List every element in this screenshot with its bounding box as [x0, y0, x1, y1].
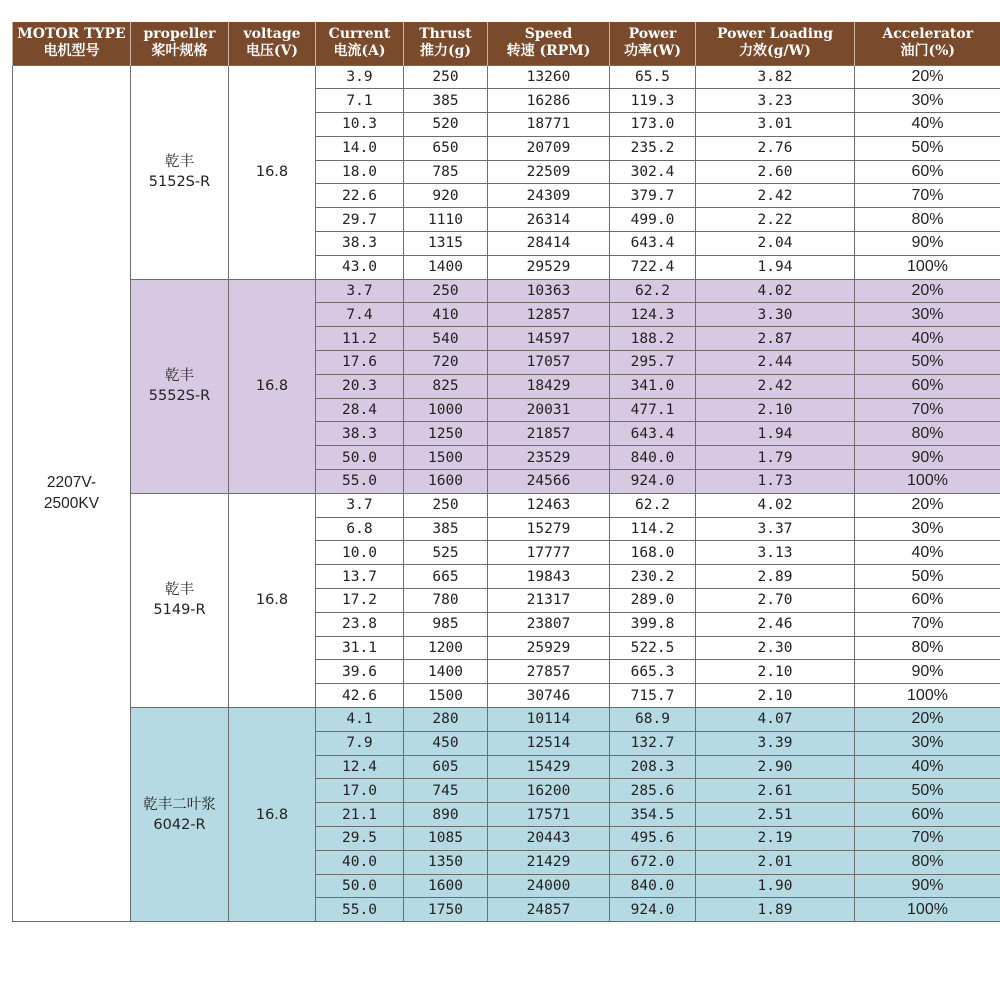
speed-cell: 19843 — [488, 565, 610, 589]
power-cell: 114.2 — [610, 517, 696, 541]
power-cell: 285.6 — [610, 779, 696, 803]
power-cell: 295.7 — [610, 351, 696, 375]
speed-cell: 16200 — [488, 779, 610, 803]
accelerator-cell: 40% — [855, 113, 1000, 137]
power-cell: 188.2 — [610, 327, 696, 351]
thrust-cell: 1200 — [404, 636, 488, 660]
propeller-brand: 乾丰 — [165, 154, 194, 171]
accelerator-cell: 80% — [855, 422, 1000, 446]
power-loading-cell: 2.60 — [696, 160, 855, 184]
power-loading-cell: 2.19 — [696, 827, 855, 851]
power-loading-cell: 1.73 — [696, 470, 855, 494]
power-loading-cell: 1.94 — [696, 422, 855, 446]
propeller-brand: 乾丰二叶浆 — [143, 796, 216, 813]
power-loading-cell: 2.30 — [696, 636, 855, 660]
accelerator-cell: 100% — [855, 684, 1000, 708]
current-cell: 14.0 — [316, 136, 404, 160]
accelerator-cell: 60% — [855, 589, 1000, 613]
power-loading-cell: 1.79 — [696, 446, 855, 470]
thrust-cell: 720 — [404, 351, 488, 375]
accelerator-cell: 20% — [855, 708, 1000, 732]
power-cell: 132.7 — [610, 731, 696, 755]
current-cell: 29.5 — [316, 827, 404, 851]
accelerator-cell: 100% — [855, 898, 1000, 922]
accelerator-cell: 100% — [855, 470, 1000, 494]
thrust-cell: 780 — [404, 589, 488, 613]
thrust-cell: 665 — [404, 565, 488, 589]
current-cell: 6.8 — [316, 517, 404, 541]
power-cell: 235.2 — [610, 136, 696, 160]
current-cell: 43.0 — [316, 255, 404, 279]
power-loading-cell: 2.10 — [696, 398, 855, 422]
thrust-cell: 1600 — [404, 874, 488, 898]
thrust-cell: 1350 — [404, 850, 488, 874]
thrust-cell: 385 — [404, 89, 488, 113]
power-cell: 665.3 — [610, 660, 696, 684]
speed-cell: 27857 — [488, 660, 610, 684]
speed-cell: 29529 — [488, 255, 610, 279]
current-cell: 10.0 — [316, 541, 404, 565]
propeller-brand: 乾丰 — [165, 368, 194, 385]
accelerator-cell: 80% — [855, 636, 1000, 660]
propeller-model: 6042-R — [153, 816, 206, 833]
thrust-cell: 1110 — [404, 208, 488, 232]
header-motor-type: MOTOR TYPE 电机型号 — [13, 22, 131, 65]
current-cell: 18.0 — [316, 160, 404, 184]
power-loading-cell: 2.44 — [696, 351, 855, 375]
power-cell: 168.0 — [610, 541, 696, 565]
power-cell: 230.2 — [610, 565, 696, 589]
thrust-cell: 1500 — [404, 446, 488, 470]
accelerator-cell: 50% — [855, 565, 1000, 589]
table-body — [13, 65, 1000, 922]
header-accelerator: Accelerator 油门(%) — [855, 22, 1000, 65]
thrust-cell: 890 — [404, 803, 488, 827]
table-row — [13, 708, 1000, 732]
propeller-cell — [131, 493, 229, 707]
power-loading-cell: 2.51 — [696, 803, 855, 827]
power-loading-cell: 2.10 — [696, 660, 855, 684]
table-header-row — [13, 22, 1000, 65]
power-loading-cell: 3.23 — [696, 89, 855, 113]
propeller-brand: 乾丰 — [165, 582, 194, 599]
speed-cell: 23529 — [488, 446, 610, 470]
motor-type-line: 2207V- — [46, 474, 97, 492]
current-cell: 38.3 — [316, 232, 404, 256]
power-loading-cell: 2.90 — [696, 755, 855, 779]
thrust-cell: 520 — [404, 113, 488, 137]
accelerator-cell: 30% — [855, 303, 1000, 327]
current-cell: 3.9 — [316, 65, 404, 89]
thrust-cell: 605 — [404, 755, 488, 779]
thrust-cell: 1250 — [404, 422, 488, 446]
power-loading-cell: 3.13 — [696, 541, 855, 565]
accelerator-cell: 90% — [855, 874, 1000, 898]
accelerator-cell: 50% — [855, 779, 1000, 803]
thrust-cell: 1085 — [404, 827, 488, 851]
power-loading-cell: 2.76 — [696, 136, 855, 160]
speed-cell: 12463 — [488, 493, 610, 517]
power-cell: 840.0 — [610, 874, 696, 898]
current-cell: 40.0 — [316, 850, 404, 874]
propeller-model: 5152S-R — [148, 174, 211, 191]
current-cell: 31.1 — [316, 636, 404, 660]
power-loading-cell: 2.42 — [696, 374, 855, 398]
accelerator-cell: 70% — [855, 184, 1000, 208]
power-cell: 289.0 — [610, 589, 696, 613]
accelerator-cell: 50% — [855, 351, 1000, 375]
current-cell: 21.1 — [316, 803, 404, 827]
voltage-cell: 16.8 — [229, 279, 316, 493]
power-cell: 62.2 — [610, 493, 696, 517]
speed-cell: 24566 — [488, 470, 610, 494]
accelerator-cell: 20% — [855, 65, 1000, 89]
thrust-cell: 785 — [404, 160, 488, 184]
accelerator-cell: 30% — [855, 89, 1000, 113]
power-cell: 840.0 — [610, 446, 696, 470]
current-cell: 23.8 — [316, 612, 404, 636]
motor-performance-table — [12, 22, 1000, 922]
current-cell: 38.3 — [316, 422, 404, 446]
accelerator-cell: 100% — [855, 255, 1000, 279]
accelerator-cell: 70% — [855, 398, 1000, 422]
power-loading-cell: 3.30 — [696, 303, 855, 327]
speed-cell: 17777 — [488, 541, 610, 565]
thrust-cell: 1750 — [404, 898, 488, 922]
thrust-cell: 250 — [404, 493, 488, 517]
thrust-cell: 650 — [404, 136, 488, 160]
speed-cell: 13260 — [488, 65, 610, 89]
speed-cell: 21857 — [488, 422, 610, 446]
thrust-cell: 525 — [404, 541, 488, 565]
accelerator-cell: 30% — [855, 517, 1000, 541]
power-loading-cell: 2.61 — [696, 779, 855, 803]
performance-table-wrapper — [12, 22, 1000, 922]
speed-cell: 30746 — [488, 684, 610, 708]
power-loading-cell: 1.89 — [696, 898, 855, 922]
accelerator-cell: 40% — [855, 541, 1000, 565]
thrust-cell: 985 — [404, 612, 488, 636]
power-cell: 124.3 — [610, 303, 696, 327]
current-cell: 22.6 — [316, 184, 404, 208]
power-loading-cell: 3.37 — [696, 517, 855, 541]
thrust-cell: 410 — [404, 303, 488, 327]
propeller-cell — [131, 279, 229, 493]
current-cell: 10.3 — [316, 113, 404, 137]
power-loading-cell: 1.90 — [696, 874, 855, 898]
thrust-cell: 385 — [404, 517, 488, 541]
power-loading-cell: 3.01 — [696, 113, 855, 137]
thrust-cell: 1500 — [404, 684, 488, 708]
speed-cell: 21317 — [488, 589, 610, 613]
current-cell: 17.2 — [316, 589, 404, 613]
current-cell: 7.1 — [316, 89, 404, 113]
power-cell: 495.6 — [610, 827, 696, 851]
power-cell: 477.1 — [610, 398, 696, 422]
speed-cell: 15429 — [488, 755, 610, 779]
motor-type-line: 2500KV — [43, 495, 100, 513]
propeller-cell — [131, 708, 229, 922]
power-cell: 499.0 — [610, 208, 696, 232]
speed-cell: 10114 — [488, 708, 610, 732]
propeller-model: 5552S-R — [148, 388, 211, 405]
current-cell: 17.0 — [316, 779, 404, 803]
thrust-cell: 280 — [404, 708, 488, 732]
power-cell: 672.0 — [610, 850, 696, 874]
thrust-cell: 1400 — [404, 660, 488, 684]
speed-cell: 12514 — [488, 731, 610, 755]
header-power-loading: Power Loading 力效(g/W) — [696, 22, 855, 65]
power-loading-cell: 4.07 — [696, 708, 855, 732]
power-cell: 65.5 — [610, 65, 696, 89]
power-loading-cell: 2.01 — [696, 850, 855, 874]
power-loading-cell: 2.10 — [696, 684, 855, 708]
thrust-cell: 540 — [404, 327, 488, 351]
speed-cell: 17571 — [488, 803, 610, 827]
propeller-model: 5149-R — [153, 602, 206, 619]
accelerator-cell: 70% — [855, 827, 1000, 851]
speed-cell: 15279 — [488, 517, 610, 541]
speed-cell: 18429 — [488, 374, 610, 398]
power-loading-cell: 2.04 — [696, 232, 855, 256]
header-propeller: propeller 桨叶规格 — [131, 22, 229, 65]
header-power: Power 功率(W) — [610, 22, 696, 65]
speed-cell: 20031 — [488, 398, 610, 422]
accelerator-cell: 20% — [855, 493, 1000, 517]
power-loading-cell: 2.22 — [696, 208, 855, 232]
header-current: Current 电流(A) — [316, 22, 404, 65]
accelerator-cell: 60% — [855, 374, 1000, 398]
accelerator-cell: 40% — [855, 327, 1000, 351]
power-cell: 119.3 — [610, 89, 696, 113]
propeller-cell — [131, 65, 229, 279]
accelerator-cell: 30% — [855, 731, 1000, 755]
thrust-cell: 250 — [404, 65, 488, 89]
current-cell: 55.0 — [316, 898, 404, 922]
speed-cell: 17057 — [488, 351, 610, 375]
speed-cell: 23807 — [488, 612, 610, 636]
accelerator-cell: 90% — [855, 446, 1000, 470]
header-voltage: voltage 电压(V) — [229, 22, 316, 65]
power-loading-cell: 2.89 — [696, 565, 855, 589]
power-cell: 924.0 — [610, 898, 696, 922]
power-cell: 715.7 — [610, 684, 696, 708]
power-loading-cell: 2.87 — [696, 327, 855, 351]
current-cell: 13.7 — [316, 565, 404, 589]
table-row — [13, 493, 1000, 517]
power-loading-cell: 2.42 — [696, 184, 855, 208]
speed-cell: 25929 — [488, 636, 610, 660]
thrust-cell: 1400 — [404, 255, 488, 279]
current-cell: 17.6 — [316, 351, 404, 375]
speed-cell: 18771 — [488, 113, 610, 137]
thrust-cell: 1000 — [404, 398, 488, 422]
speed-cell: 14597 — [488, 327, 610, 351]
speed-cell: 24309 — [488, 184, 610, 208]
power-cell: 722.4 — [610, 255, 696, 279]
power-loading-cell: 3.82 — [696, 65, 855, 89]
accelerator-cell: 20% — [855, 279, 1000, 303]
power-cell: 924.0 — [610, 470, 696, 494]
header-speed: Speed 转速 (RPM) — [488, 22, 610, 65]
speed-cell: 24000 — [488, 874, 610, 898]
power-cell: 173.0 — [610, 113, 696, 137]
accelerator-cell: 90% — [855, 232, 1000, 256]
power-cell: 302.4 — [610, 160, 696, 184]
speed-cell: 21429 — [488, 850, 610, 874]
current-cell: 7.9 — [316, 731, 404, 755]
thrust-cell: 825 — [404, 374, 488, 398]
thrust-cell: 745 — [404, 779, 488, 803]
speed-cell: 20709 — [488, 136, 610, 160]
thrust-cell: 1600 — [404, 470, 488, 494]
current-cell: 7.4 — [316, 303, 404, 327]
thrust-cell: 250 — [404, 279, 488, 303]
power-cell: 643.4 — [610, 232, 696, 256]
thrust-cell: 450 — [404, 731, 488, 755]
speed-cell: 26314 — [488, 208, 610, 232]
motor-type-cell — [13, 65, 131, 922]
power-loading-cell: 4.02 — [696, 493, 855, 517]
table-row — [13, 65, 1000, 89]
current-cell: 20.3 — [316, 374, 404, 398]
current-cell: 4.1 — [316, 708, 404, 732]
speed-cell: 20443 — [488, 827, 610, 851]
current-cell: 39.6 — [316, 660, 404, 684]
voltage-cell: 16.8 — [229, 493, 316, 707]
power-cell: 399.8 — [610, 612, 696, 636]
power-cell: 62.2 — [610, 279, 696, 303]
thrust-cell: 1315 — [404, 232, 488, 256]
current-cell: 50.0 — [316, 446, 404, 470]
current-cell: 12.4 — [316, 755, 404, 779]
power-cell: 208.3 — [610, 755, 696, 779]
current-cell: 55.0 — [316, 470, 404, 494]
power-loading-cell: 2.70 — [696, 589, 855, 613]
header-thrust: Thrust 推力(g) — [404, 22, 488, 65]
accelerator-cell: 80% — [855, 208, 1000, 232]
speed-cell: 24857 — [488, 898, 610, 922]
accelerator-cell: 50% — [855, 136, 1000, 160]
power-loading-cell: 1.94 — [696, 255, 855, 279]
power-loading-cell: 2.46 — [696, 612, 855, 636]
current-cell: 11.2 — [316, 327, 404, 351]
table-row — [13, 279, 1000, 303]
current-cell: 3.7 — [316, 493, 404, 517]
accelerator-cell: 80% — [855, 850, 1000, 874]
speed-cell: 16286 — [488, 89, 610, 113]
power-loading-cell: 4.02 — [696, 279, 855, 303]
current-cell: 29.7 — [316, 208, 404, 232]
speed-cell: 28414 — [488, 232, 610, 256]
accelerator-cell: 60% — [855, 160, 1000, 184]
power-cell: 522.5 — [610, 636, 696, 660]
speed-cell: 12857 — [488, 303, 610, 327]
voltage-cell: 16.8 — [229, 708, 316, 922]
power-cell: 68.9 — [610, 708, 696, 732]
current-cell: 42.6 — [316, 684, 404, 708]
power-cell: 379.7 — [610, 184, 696, 208]
current-cell: 50.0 — [316, 874, 404, 898]
power-cell: 341.0 — [610, 374, 696, 398]
speed-cell: 22509 — [488, 160, 610, 184]
current-cell: 28.4 — [316, 398, 404, 422]
accelerator-cell: 60% — [855, 803, 1000, 827]
thrust-cell: 920 — [404, 184, 488, 208]
current-cell: 3.7 — [316, 279, 404, 303]
accelerator-cell: 40% — [855, 755, 1000, 779]
accelerator-cell: 90% — [855, 660, 1000, 684]
power-loading-cell: 3.39 — [696, 731, 855, 755]
power-cell: 643.4 — [610, 422, 696, 446]
voltage-cell: 16.8 — [229, 65, 316, 279]
accelerator-cell: 70% — [855, 612, 1000, 636]
speed-cell: 10363 — [488, 279, 610, 303]
power-cell: 354.5 — [610, 803, 696, 827]
